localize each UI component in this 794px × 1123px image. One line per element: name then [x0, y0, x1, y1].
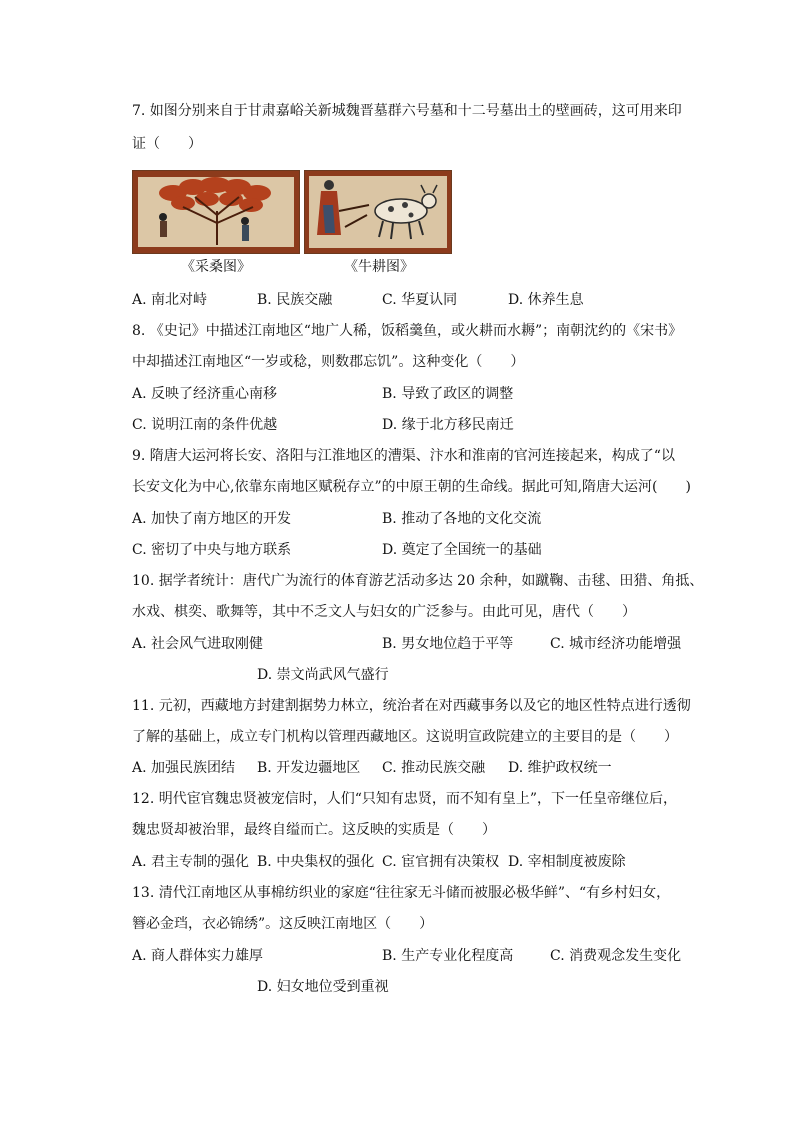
q10-option-d[interactable]: D. 崇文尚武风气盛行 — [257, 667, 389, 683]
q13-stem-line-2: 簪必金珰，衣必锦绣”。这反映江南地区（ ） — [132, 916, 434, 932]
q11-stem-line-2: 了解的基础上，成立专门机构以管理西藏地区。这说明宣政院建立的主要目的是（ ） — [132, 729, 678, 745]
q11-option-a[interactable]: A. 加强民族团结 — [132, 760, 236, 776]
mulberry-tree-painting — [133, 171, 299, 253]
q9-stem-line-2: 长安文化为中心,依靠东南地区赋税存立”的中原王朝的生命线。据此可知,隋唐大运河( ) — [132, 479, 691, 495]
q13-option-c[interactable]: C. 消费观念发生变化 — [550, 948, 682, 964]
mural-ox-ploughing-image — [304, 170, 452, 254]
q8-stem-line-2: 中却描述江南地区“一岁或稔，则数郡忘饥”。这种变化（ ） — [132, 354, 525, 370]
q13-stem-line-1: 13. 清代江南地区从事棉纺织业的家庭“往往家无斗储而被服必极华鲜”、“有乡村妇女， — [132, 885, 671, 901]
q8-stem-line-1: 8. 《史记》中描述江南地区“地广人稀，饭稻羹鱼，或火耕而水耨”；南朝沈约的《宋书》 — [132, 323, 683, 339]
q12-option-b[interactable]: B. 中央集权的强化 — [257, 854, 375, 870]
q7-stem-line-2: 证（ ） — [132, 136, 202, 152]
q7-option-c[interactable]: C. 华夏认同 — [382, 292, 458, 308]
q8-option-d[interactable]: D. 缘于北方移民南迁 — [382, 417, 514, 433]
q8-option-c[interactable]: C. 说明江南的条件优越 — [132, 417, 278, 433]
q13-option-d[interactable]: D. 妇女地位受到重视 — [257, 979, 389, 995]
q11-option-c[interactable]: C. 推动民族交融 — [382, 760, 486, 776]
q7-option-a[interactable]: A. 南北对峙 — [132, 292, 208, 308]
mural-mulberry-picking-image — [132, 170, 300, 254]
q7-option-d[interactable]: D. 休养生息 — [508, 292, 584, 308]
q11-option-b[interactable]: B. 开发边疆地区 — [257, 760, 361, 776]
q10-stem-line-2: 水戏、棋奕、歌舞等，其中不乏文人与妇女的广泛参与。由此可见，唐代（ ） — [132, 604, 636, 620]
q13-option-b[interactable]: B. 生产专业化程度高 — [382, 948, 514, 964]
ox-plough-painting — [305, 171, 451, 253]
q12-stem-line-2: 魏忠贤却被治罪，最终自缢而亡。这反映的实质是（ ） — [132, 822, 496, 838]
q12-option-c[interactable]: C. 宦官拥有决策权 — [382, 854, 500, 870]
q10-stem-line-1: 10. 据学者统计：唐代广为流行的体育游艺活动多达 20 余种，如蹴鞠、击毬、田猎、角抵、 — [132, 573, 704, 589]
q12-stem-line-1: 12. 明代宦官魏忠贤被宠信时，人们“只知有忠贤，而不知有皇上”，下一任皇帝继位后， — [132, 791, 678, 807]
q7-stem-line-1: 7. 如图分别来自于甘肃嘉峪关新城魏晋墓群六号墓和十二号墓出土的壁画砖，这可用来印 — [132, 103, 682, 119]
q8-option-b[interactable]: B. 导致了政区的调整 — [382, 386, 514, 402]
q9-stem-line-1: 9. 隋唐大运河将长安、洛阳与江淮地区的漕渠、汴水和淮南的官河连接起来，构成了“以 — [132, 448, 675, 464]
q7-option-b[interactable]: B. 民族交融 — [257, 292, 333, 308]
q13-option-a[interactable]: A. 商人群体实力雄厚 — [132, 948, 264, 964]
q9-option-b[interactable]: B. 推动了各地的文化交流 — [382, 511, 542, 527]
q12-option-a[interactable]: A. 君主专制的强化 — [132, 854, 250, 870]
q9-option-a[interactable]: A. 加快了南方地区的开发 — [132, 511, 292, 527]
q11-option-d[interactable]: D. 维护政权统一 — [508, 760, 612, 776]
q9-option-c[interactable]: C. 密切了中央与地方联系 — [132, 542, 292, 558]
q10-option-b[interactable]: B. 男女地位趋于平等 — [382, 636, 514, 652]
q8-option-a[interactable]: A. 反映了经济重心南移 — [132, 386, 278, 402]
q10-option-c[interactable]: C. 城市经济功能增强 — [550, 636, 682, 652]
q12-option-d[interactable]: D. 宰相制度被废除 — [508, 854, 626, 870]
mural-1-caption: 《采桑图》 — [181, 259, 251, 275]
q9-option-d[interactable]: D. 奠定了全国统一的基础 — [382, 542, 542, 558]
q11-stem-line-1: 11. 元初，西藏地方封建割据势力林立，统治者在对西藏事务以及它的地区性特点进行透彻 — [132, 698, 691, 714]
q10-option-a[interactable]: A. 社会风气进取刚健 — [132, 636, 264, 652]
mural-2-caption: 《牛耕图》 — [344, 259, 414, 275]
